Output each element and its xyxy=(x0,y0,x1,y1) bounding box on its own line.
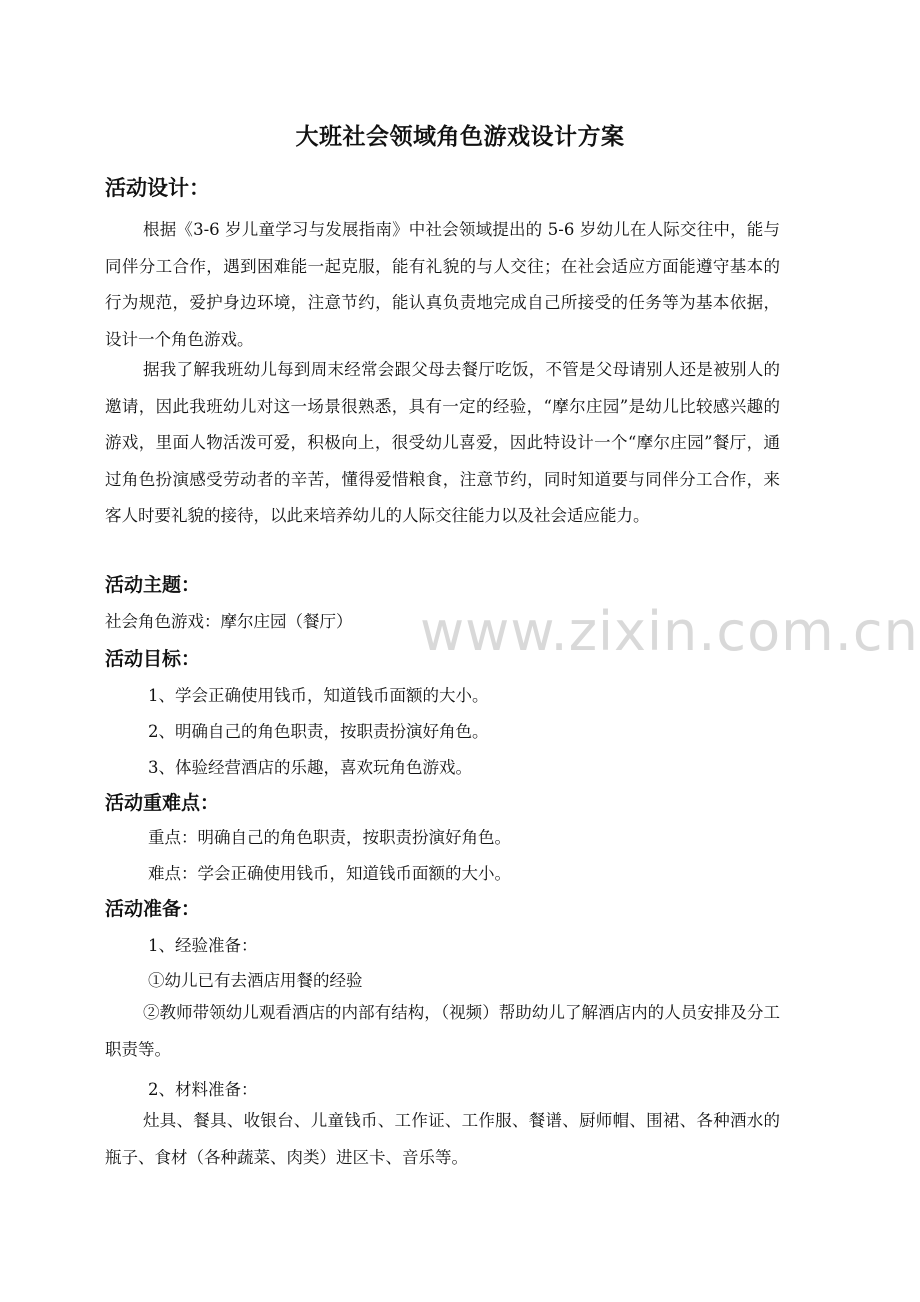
goal-item: 3、体验经营酒店的乐趣，喜欢玩角色游戏。 xyxy=(148,758,472,777)
prep-experience-item: ②教师带领幼儿观看酒店的内部有结构，（视频）帮助幼儿了解酒店内的人员安排及分工职责等。 xyxy=(105,1003,780,1059)
watermark: www.zixin.com.cn xyxy=(420,600,919,663)
goal-item: 1、学会正确使用钱币，知道钱币面额的大小。 xyxy=(148,686,489,705)
section-heading-goals: 活动目标： xyxy=(105,648,201,670)
document-title: 大班社会领域角色游戏设计方案 xyxy=(295,124,625,150)
goal-item: 2、明确自己的角色职责，按职责扮演好角色。 xyxy=(148,722,489,741)
prep-experience-item: ①幼儿已有去酒店用餐的经验 xyxy=(148,971,363,990)
section-heading-design: 活动设计： xyxy=(105,176,210,200)
section-heading-preparation: 活动准备： xyxy=(105,898,201,920)
theme-text: 社会角色游戏：摩尔庄园（餐厅） xyxy=(105,612,353,631)
prep-materials-title: 2、材料准备： xyxy=(148,1080,258,1099)
key-point-focus: 重点：明确自己的角色职责，按职责扮演好角色。 xyxy=(148,828,511,847)
design-paragraph-1: 根据《3-6 岁儿童学习与发展指南》中社会领域提出的 5-6 岁幼儿在人际交往中，能与同伴分工合作，遇到困难能一起克服，能有礼貌的与人交往；在社会适应方面能遵守基本的行为规范，爱护身边环境，注意节约，能认真负责地完成自己所接受的任务等为基本依据，设计一个角色游戏。 xyxy=(105,220,780,349)
design-paragraph-2: 据我了解我班幼儿每到周末经常会跟父母去餐厅吃饭，不管是父母请别人还是被别人的邀请，因此我班幼儿对这一场景很熟悉，具有一定的经验，“摩尔庄园”是幼儿比较感兴趣的游戏，里面人物活泼可爱，积极向上，很受幼儿喜爱，因此特设计一个“摩尔庄园”餐厅，通过角色扮演感受劳动者的辛苦，懂得爱惜粮食，注意节约，同时知道要与同伴分工合作，来客人时要礼貌的接待，以此来培养幼儿的人际交往能力以及社会适应能力。 xyxy=(105,360,780,525)
section-heading-theme: 活动主题： xyxy=(105,574,201,596)
key-point-difficulty: 难点：学会正确使用钱币，知道钱币面额的大小。 xyxy=(148,864,511,883)
prep-experience-title: 1、经验准备： xyxy=(148,936,258,955)
section-heading-key-points: 活动重难点： xyxy=(105,792,220,814)
prep-materials-list: 灶具、餐具、收银台、儿童钱币、工作证、工作服、餐谱、厨师帽、围裙、各种酒水的瓶子、食材（各种蔬菜、肉类）进区卡、音乐等。 xyxy=(105,1111,780,1167)
